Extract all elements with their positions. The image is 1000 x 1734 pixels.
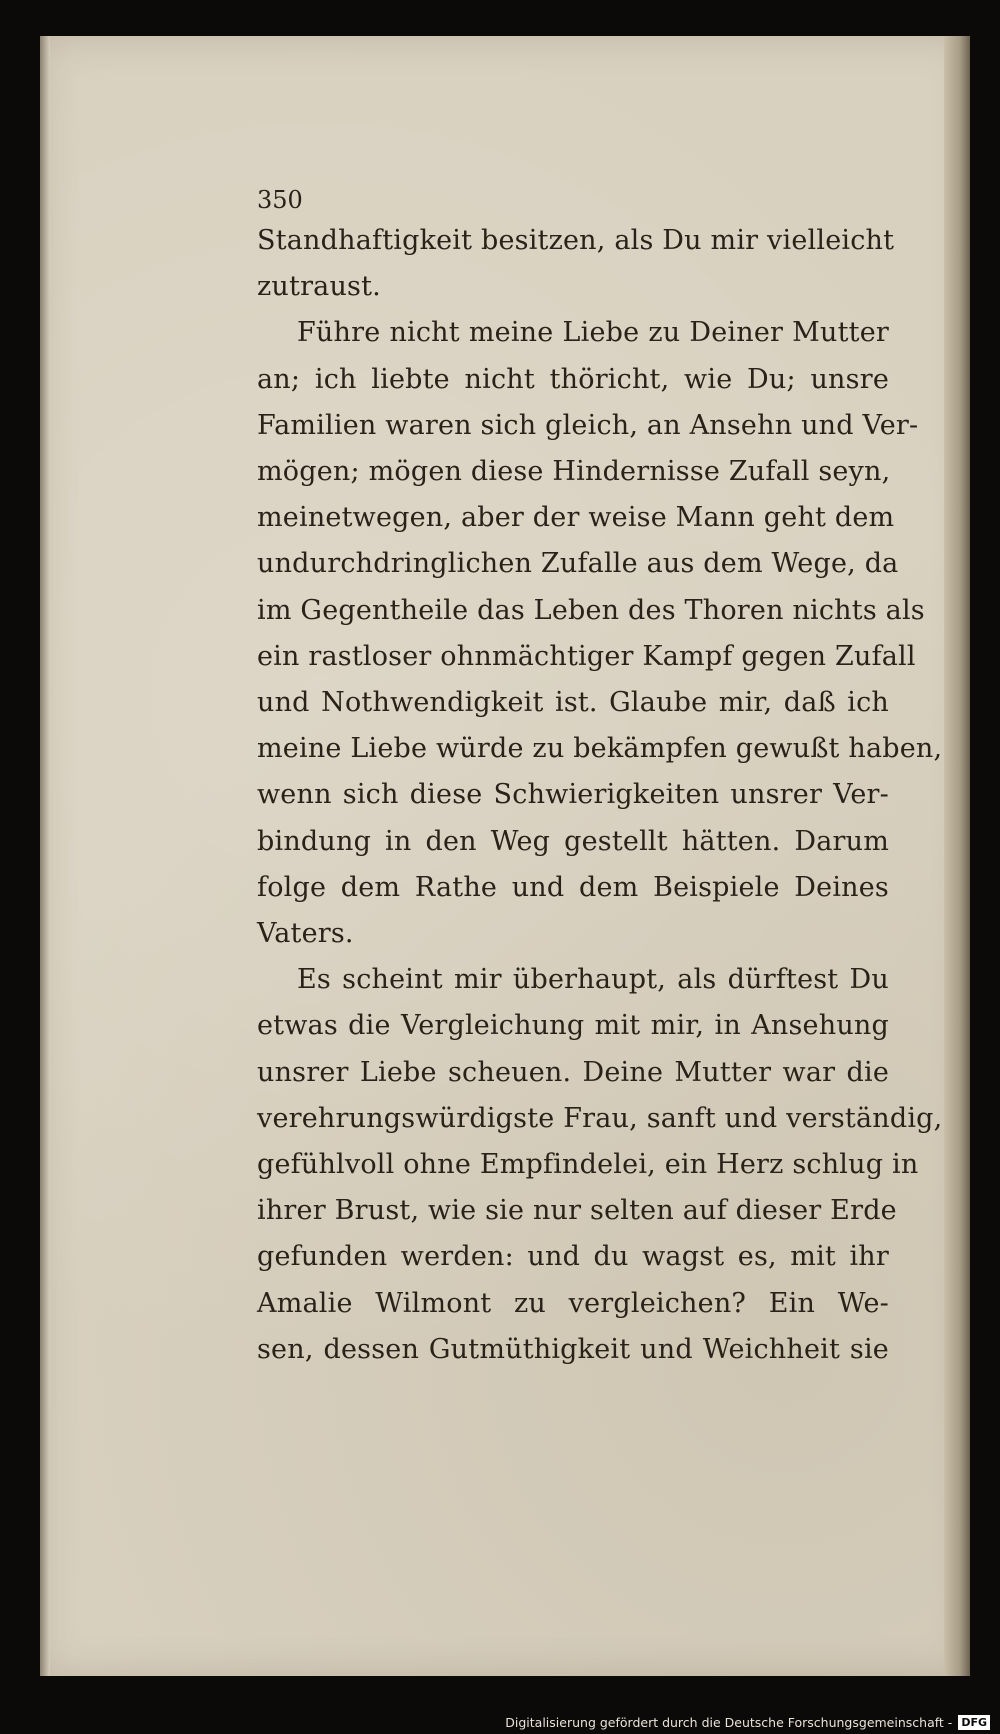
digitization-credit [505, 1715, 990, 1730]
text-line: gefühlvoll ohne Empfindelei, ein Herz schlug in [257, 1149, 919, 1181]
credit-text: Digitalisierung gefördert durch die Deutsche Forschungsgemeinschaft - [505, 1715, 953, 1730]
text-line: meinetwegen, aber der weise Mann geht dem [257, 502, 895, 534]
dfg-logo: DFG [958, 1715, 990, 1730]
text-line: Es scheint mir überhaupt, als dürftest Du [297, 964, 889, 996]
text-line: gefunden werden: und du wagst es, mit ihr [257, 1241, 889, 1273]
text-line: Familien waren sich gleich, an Ansehn und Ver- [257, 409, 919, 441]
page-edge [944, 36, 970, 1676]
text-line: mögen; mögen diese Hindernisse Zufall seyn, [257, 456, 891, 488]
text-line: Vaters. [257, 918, 354, 950]
text-line: verehrungswürdigste Frau, sanft und verständig, [257, 1102, 943, 1134]
text-line: Führe nicht meine Liebe zu Deiner Mutter [297, 317, 889, 349]
text-line: wenn sich diese Schwierigkeiten unsrer Ver- [257, 779, 889, 811]
text-line: und Nothwendigkeit ist. Glaube mir, daß ich [257, 687, 889, 719]
text-line: Amalie Wilmont zu vergleichen? Ein We- [257, 1287, 889, 1319]
text-line: ein rastloser ohnmächtiger Kampf gegen Zufall [257, 640, 916, 672]
page-gutter [40, 36, 50, 1676]
text-line: bindung in den Weg gestellt hätten. Darum [257, 825, 889, 857]
text-line: undurchdringlichen Zufalle aus dem Wege, da [257, 548, 899, 580]
text-line: unsrer Liebe scheuen. Deine Mutter war die [257, 1056, 889, 1088]
text-line: im Gegentheile das Leben des Thoren nichts als [257, 594, 925, 626]
text-line: Standhaftigkeit besitzen, als Du mir vielleicht [257, 225, 895, 256]
text-line: sen, dessen Gutmüthigkeit und Weichheit sie [257, 1333, 889, 1365]
page-body-text [257, 218, 943, 1373]
text-line: etwas die Vergleichung mit mir, in Ansehung [257, 1010, 889, 1042]
text-line: folge dem Rathe und dem Beispiele Deines [257, 871, 889, 903]
text-line: ihrer Brust, wie sie nur selten auf dieser Erde [257, 1195, 897, 1227]
text-line: an; ich liebte nicht thöricht, wie Du; unsre [257, 363, 889, 395]
text-line: zutraust. [257, 271, 381, 303]
text-line: meine Liebe würde zu bekämpfen gewußt haben, [257, 733, 943, 765]
page-number: 350 [257, 186, 303, 214]
